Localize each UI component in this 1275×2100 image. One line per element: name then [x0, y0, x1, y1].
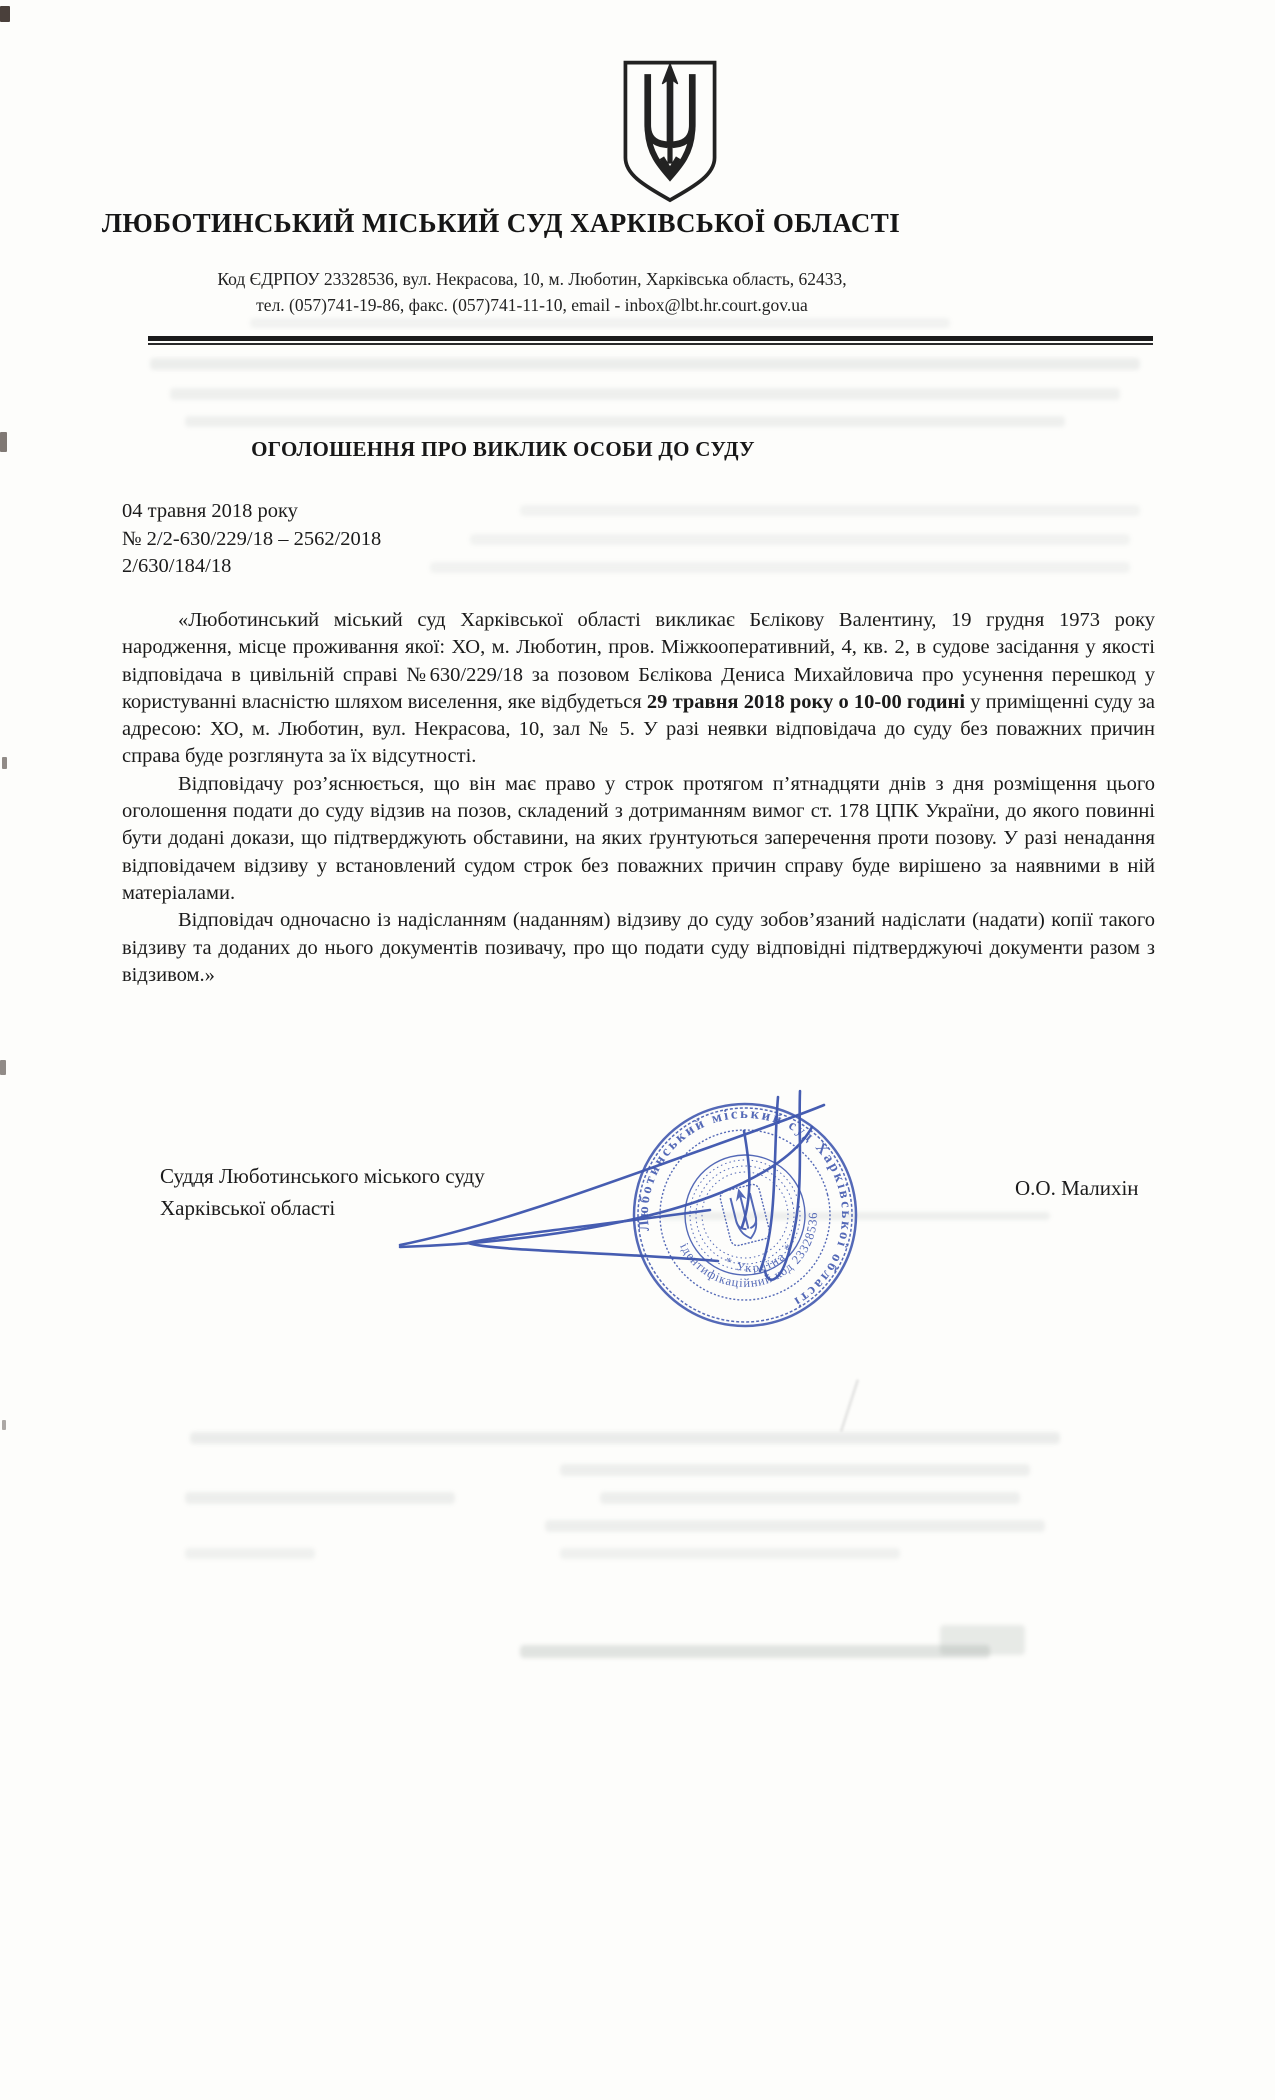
bleedthrough-smudge: [250, 318, 950, 328]
scan-artifact: [2, 1420, 6, 1430]
bleedthrough-smudge: [600, 1492, 1020, 1504]
document-body: [122, 607, 1155, 989]
scan-artifact: [0, 6, 10, 22]
stamp-code-ring-text: ідентифікаційний код 23328536: [677, 1211, 821, 1291]
divider-thin-line: [148, 343, 1153, 345]
bleedthrough-smudge: [520, 505, 1140, 516]
summons-text-end: у приміщенні суду за адресою: ХО, м. Люботин, вул. Некрасова, 10, зал № 5. У разі неявки відповідача до суду без поважних причин справа буде розглянута за їх відсутності.: [122, 690, 1156, 768]
bleedthrough-smudge: [470, 534, 1130, 545]
bleedthrough-smudge: [940, 1625, 1025, 1655]
coat-of-arms: [618, 56, 722, 206]
bleedthrough-smudge: [520, 1645, 990, 1658]
bleedthrough-smudge: [840, 1379, 860, 1432]
hearing-datetime: 29 травня 2018 року о 10-00 годині: [646, 690, 966, 713]
judge-name: О.О. Малихін: [1015, 1176, 1139, 1200]
bleedthrough-smudge: [560, 1464, 1030, 1476]
document-date: 04 травня 2018 року: [122, 500, 298, 522]
signature-strokes: [400, 1091, 824, 1280]
court-name: ЛЮБОТИНСЬКИЙ МІСЬКИЙ СУД ХАРКІВСЬКОЇ ОБЛАСТІ: [101, 208, 901, 238]
bleedthrough-smudge: [185, 1492, 455, 1504]
address-line-2: тел. (057)741-19-86, факс. (057)741-11-10, email - inbox@lbt.hr.court.gov.ua: [256, 295, 808, 315]
document-title: ОГОЛОШЕННЯ ПРО ВИКЛИК ОСОБИ ДО СУДУ: [251, 437, 755, 461]
stamp-country-text: * Україна *: [721, 1239, 798, 1275]
judge-signature: [380, 1075, 920, 1375]
bleedthrough-smudge: [560, 1548, 900, 1559]
court-address-block: [0, 266, 1064, 318]
bleedthrough-smudge: [170, 388, 1120, 400]
paragraph-obligations: Відповідач одночасно із надісланням (наданням) відзиву до суду зобов’язаний надіслати (надати) копії такого відзиву та доданих до нього документів позивачу, про що подати суду відповідні підтверджуючі документи разом з відзивом.»: [122, 909, 1155, 986]
paragraph-summons: [122, 607, 1155, 771]
case-number-alt: 2/630/184/18: [122, 555, 232, 577]
bleedthrough-smudge: [190, 1432, 1060, 1444]
trident-emblem-icon: [618, 56, 722, 206]
paragraph-rights: Відповідачу роз’яснюється, що він має право у строк протягом п’ятнадцяти днів з дня розміщення цього оголошення подати до суду відзив на позов, складений з дотриманням вимог ст. 178 ЦПК України, до якого повинні бути додані докази, що підтверджують обставини, на яких ґрунтуються заперечення проти позову. У разі ненадання відповідачем відзиву у встановлений судом строк без поважних причин справу буде вирішено за наявними в ній матеріалами.: [122, 772, 1155, 904]
bleedthrough-smudge: [150, 358, 1140, 370]
case-number: № 2/2-630/229/18 – 2562/2018: [122, 527, 382, 550]
bleedthrough-smudge: [185, 416, 1065, 427]
judge-title-line-2: Харківської області: [160, 1196, 336, 1220]
header-divider: [148, 336, 1153, 345]
scan-artifact: [0, 1060, 6, 1075]
summons-text-start: «Люботинський міський суд Харківської області викликає Бєлікову Валентину, 19 грудня 1973 року народження, місце проживання якої: ХО, м. Люботин, пров. Міжкооперативний, 4, кв. 2, в судове засідання у якості відповідача в цивільній справі №630/229/18 за позовом Бєлікова Дениса Михайловича про усунення перешкод у користуванні власністю шляхом виселення, яке відбудеться: [122, 609, 1155, 713]
divider-thick-line: [148, 336, 1153, 341]
scan-artifact: [2, 757, 7, 769]
bleedthrough-smudge: [185, 1548, 315, 1559]
judge-title-line-1: Суддя Люботинського міського суду: [160, 1164, 485, 1188]
bleedthrough-smudge: [545, 1520, 1045, 1532]
stamp-outer-ring-text: Люботинський міський суд Харківської області: [635, 1105, 855, 1311]
bleedthrough-smudge: [430, 562, 1130, 573]
address-line-1: Код ЄДРПОУ 23328536, вул. Некрасова, 10, м. Люботин, Харківська область, 62433,: [217, 269, 847, 289]
reference-block: [122, 498, 381, 581]
